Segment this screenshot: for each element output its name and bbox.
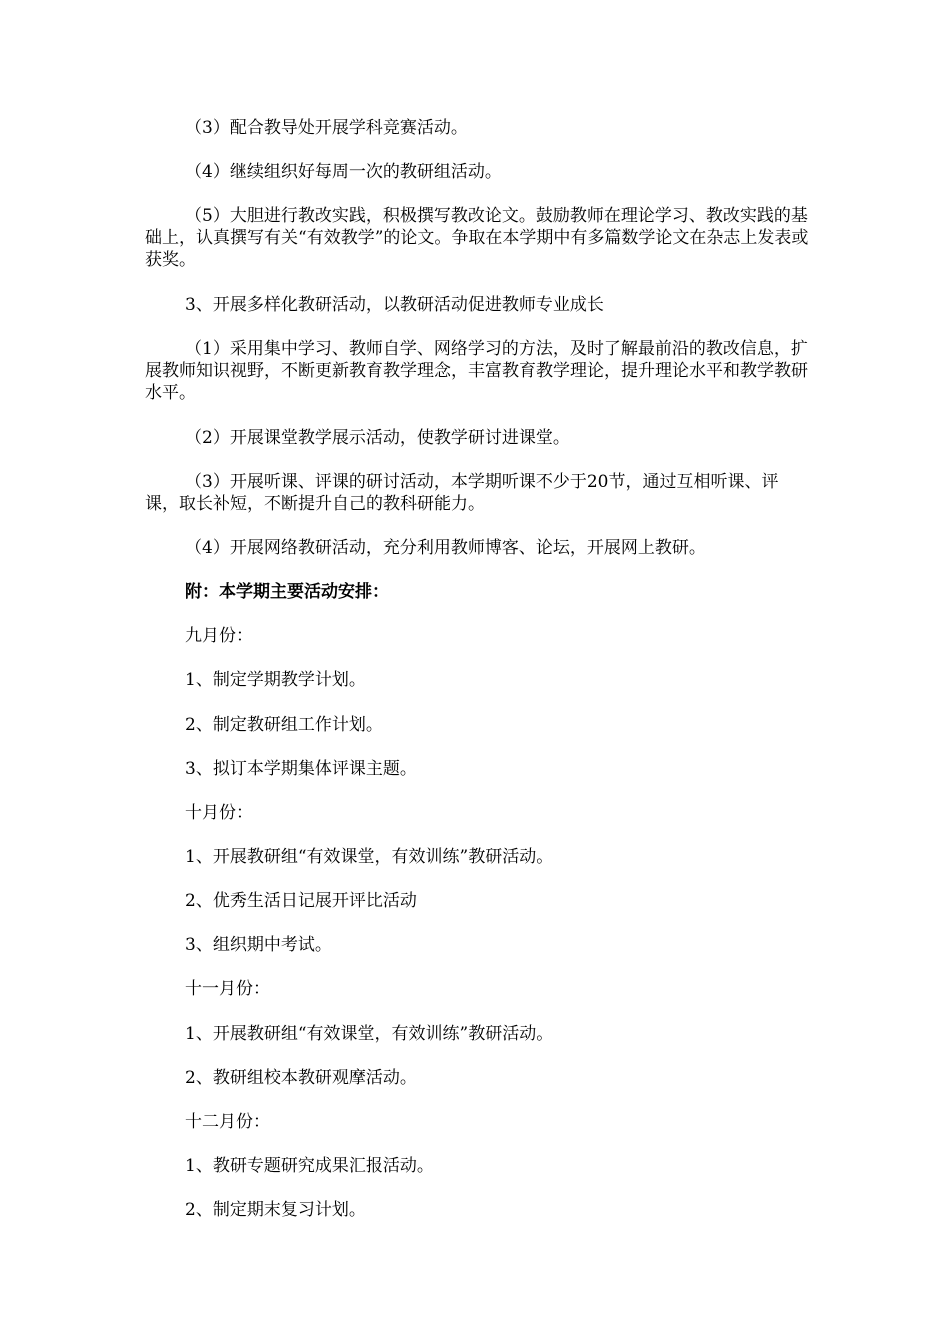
paragraph: （4）继续组织好每周一次的教研组活动。	[185, 162, 502, 182]
list-item: 3、组织期中考试。	[185, 935, 332, 955]
month-heading: 十一月份：	[185, 979, 270, 999]
list-item: 2、制定教研组工作计划。	[185, 715, 383, 735]
list-item: 1、制定学期教学计划。	[185, 670, 366, 690]
paragraph: （5）大胆进行教改实践，积极撰写教改论文。鼓励教师在理论学习、教改实践的基础上，认真撰写有关“有效教学”的论文。争取在本学期中有多篇数学论文在杂志上发表或获奖。	[145, 206, 809, 270]
paragraph: 3、开展多样化教研活动，以教研活动促进教师专业成长	[185, 295, 604, 315]
list-item: 2、优秀生活日记展开评比活动	[185, 891, 417, 911]
paragraph: （3）开展听课、评课的研讨活动，本学期听课不少于20节，通过互相听课、评课，取长补短，不断提升自己的教科研能力。	[145, 472, 779, 514]
paragraph: （4）开展网络教研活动，充分利用教师博客、论坛，开展网上教研。	[185, 538, 706, 558]
paragraph: （1）采用集中学习、教师自学、网络学习的方法，及时了解最前沿的教改信息，扩展教师知识视野，不断更新教育教学理念，丰富教育教学理论，提升理论水平和教学教研水平。	[145, 339, 808, 403]
list-item: 3、拟订本学期集体评课主题。	[185, 759, 417, 779]
list-item: 1、教研专题研究成果汇报活动。	[185, 1156, 434, 1176]
paragraph: （3）配合教导处开展学科竞赛活动。	[185, 118, 468, 138]
list-item: 1、开展教研组“有效课堂，有效训练”教研活动。	[185, 1024, 554, 1044]
list-item: 1、开展教研组“有效课堂，有效训练”教研活动。	[185, 847, 554, 867]
month-heading: 十二月份：	[185, 1112, 270, 1132]
paragraph: （2）开展课堂教学展示活动，使教学研讨进课堂。	[185, 428, 570, 448]
list-item: 2、制定期末复习计划。	[185, 1200, 366, 1220]
section-heading: 附：本学期主要活动安排：	[185, 582, 389, 602]
month-heading: 九月份：	[185, 626, 253, 646]
list-item: 2、教研组校本教研观摩活动。	[185, 1068, 417, 1088]
month-heading: 十月份：	[185, 803, 253, 823]
